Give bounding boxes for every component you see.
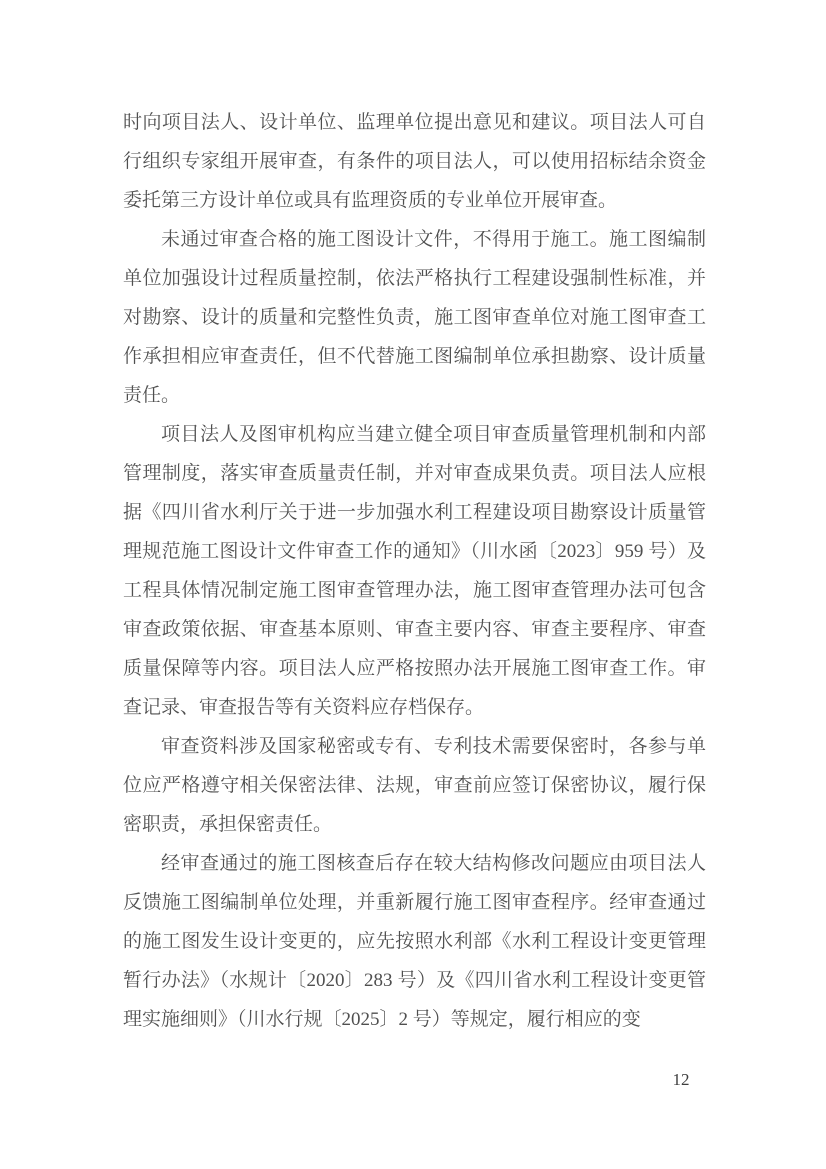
text-block <box>123 103 706 1039</box>
paragraph: 审查资料涉及国家秘密或专有、专利技术需要保密时，各参与单位应严格遵守相关保密法律、法规，审查前应签订保密协议，履行保密职责，承担保密责任。 <box>123 736 706 835</box>
paragraph-continuation: 时向项目法人、设计单位、监理单位提出意见和建议。项目法人可自行组织专家组开展审查，有条件的项目法人，可以使用招标结余资金委托第三方设计单位或具有监理资质的专业单位开展审查。 <box>123 112 706 211</box>
paragraph: 项目法人及图审机构应当建立健全项目审查质量管理机制和内部管理制度，落实审查质量责任制，并对审查成果负责。项目法人应根据《四川省水利厅关于进一步加强水利工程建设项目勘察设计质量管理规范施工图设计文件审查工作的通知》（川水函〔2023〕959 号）及工程具体情况制定施工图审查管理办法，施工图审查管理办法可包含审查政策依据、审查基本原则、审查主要内容、审查主要程序、审查质量保障等内容。项目法人应严格按照办法开展施工图审查工作。审查记录、审查报告等有关资料应存档保存。 <box>123 424 706 718</box>
paragraph: 未通过审查合格的施工图设计文件，不得用于施工。施工图编制单位加强设计过程质量控制，依法严格执行工程建设强制性标准，并对勘察、设计的质量和完整性负责，施工图审查单位对施工图审查工作承担相应审查责任，但不代替施工图编制单位承担勘察、设计质量责任。 <box>123 229 706 406</box>
page-number: 12 <box>672 1070 690 1089</box>
paragraph: 经审查通过的施工图核查后存在较大结构修改问题应由项目法人反馈施工图编制单位处理，并重新履行施工图审查程序。经审查通过的施工图发生设计变更的，应先按照水利部《水利工程设计变更管理暂行办法》（水规计〔2020〕283 号）及《四川省水利工程设计变更管理实施细则》（川水行规〔2025〕2 号）等规定，履行相应的变 <box>123 853 706 1030</box>
